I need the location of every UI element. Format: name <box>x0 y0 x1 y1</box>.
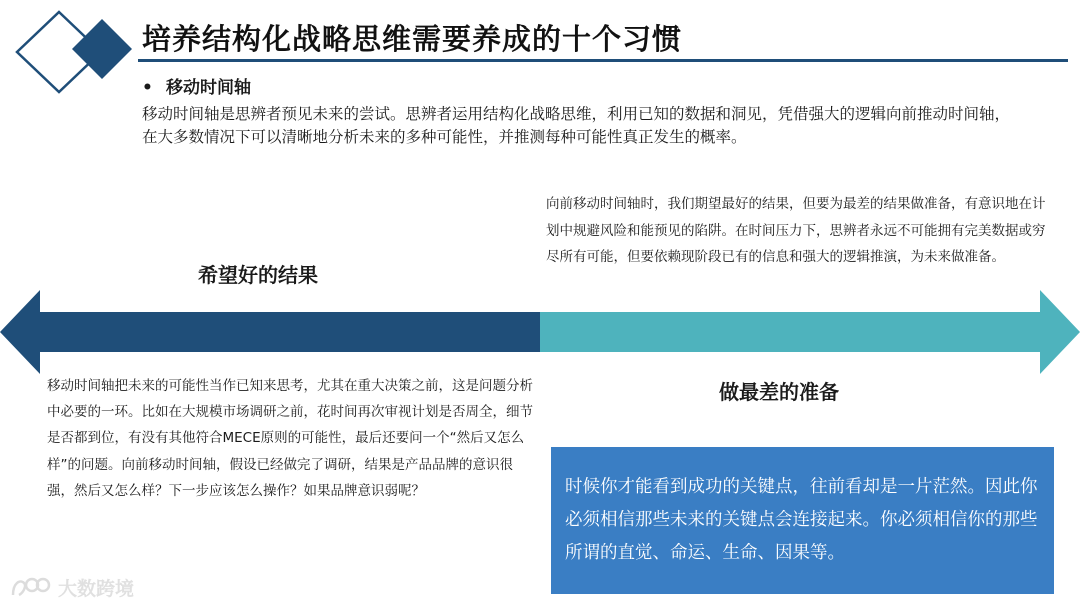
timeline-arrow-left <box>0 290 540 374</box>
watermark-logo-icon <box>10 575 52 601</box>
quote-box <box>551 447 1054 594</box>
watermark-text: 大数跨境 <box>58 578 135 600</box>
timeline-arrow-right <box>540 290 1080 374</box>
prepare-worst-label: 做最差的准备 <box>719 380 839 404</box>
logo-diamonds <box>0 0 140 100</box>
left-bottom-paragraph: 移动时间轴把未来的可能性当作已知来思考，尤其在重大决策之前，这是问题分析中必要的一环。比如在大规模市场调研之前，花时间再次审视计划是否周全，细节是否都到位，有没有其他符合MECE原则的可能性，最后还要问一个“然后又怎么样”的问题。向前移动时间轴，假设已经做完了调研，结果是产品品牌的意识很强，然后又怎么样？下一步应该怎么操作？如果品牌意识弱呢？ <box>47 378 533 499</box>
right-top-paragraph: 向前移动时间轴时，我们期望最好的结果，但要为最差的结果做准备，有意识地在计划中规避风险和能预见的陷阱。在时间压力下，思辨者永远不可能拥有完美数据或穷尽所有可能，但要依赖现阶段已有的信息和强大的逻辑推演，为未来做准备。 <box>546 196 1046 265</box>
bullet-marker: • <box>142 78 153 98</box>
title-underline <box>138 59 1068 62</box>
section-heading <box>142 73 251 98</box>
quote-text: 时候你才能看到成功的关键点，往前看却是一片茫然。因此你必须相信那些未来的关键点会连接起来。你必须相信你的那些所谓的直觉、命运、生命、因果等。 <box>565 477 1038 563</box>
intro-paragraph: 移动时间轴是思辨者预见未来的尝试。思辨者运用结构化战略思维，利用已知的数据和洞见，凭借强大的逻辑向前推动时间轴，在大多数情况下可以清晰地分析未来的多种可能性，并推测每种可能性真正发生的概率。 <box>142 105 1011 146</box>
section-heading-text: 移动时间轴 <box>166 78 251 98</box>
page-title: 培养结构化战略思维需要养成的十个习惯 <box>142 22 683 56</box>
timeline-arrow <box>0 290 1080 374</box>
watermark <box>10 574 134 601</box>
hope-best-label: 希望好的结果 <box>198 263 318 287</box>
